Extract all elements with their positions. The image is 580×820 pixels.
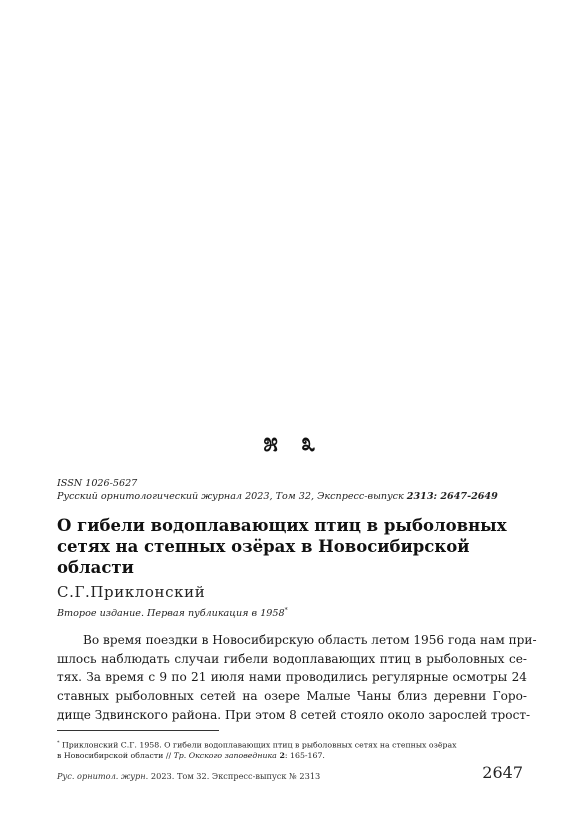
footnote-line-1	[57, 738, 527, 751]
footer-details: 2023. Том 32. Экспресс-выпуск № 2313	[148, 771, 321, 781]
section-ornament	[0, 428, 580, 459]
edition-note-text: Второе издание. Первая публикация в 1958	[57, 608, 285, 620]
body-line: ставных рыболовных сетей на озере Малые Чаны близ деревни Горо-	[57, 689, 527, 704]
journal-citation	[57, 490, 498, 503]
footnote-divider	[57, 730, 219, 731]
body-line: Во время поездки в Новосибирскую область летом 1956 года нам при-	[83, 633, 537, 647]
footnote	[57, 738, 527, 762]
footnote-marker: *	[57, 740, 60, 746]
page-number: 2647	[482, 763, 523, 782]
article-author: С.Г.Приклонский	[57, 583, 206, 601]
body-line: дище Здвинского района. При этом 8 сетей стояло около зарослей трост-	[57, 707, 531, 722]
ornament-right-icon: ೩	[301, 428, 317, 458]
footnote-line-2	[57, 751, 527, 762]
journal-pages: : 2647-2649	[433, 491, 498, 502]
footnote-text: в Новосибирской области //	[57, 751, 174, 761]
footnote-marker: *	[284, 607, 288, 614]
ornament-left-icon: ೫	[263, 428, 279, 458]
issn: ISSN 1026-5627	[57, 478, 138, 489]
journal-abbreviation: Рус. орнитол. журн.	[57, 771, 149, 781]
footnote-text: Приклонский С.Г. 1958. О гибели водоплавающих птиц в рыболовных сетях на степных озёрах	[59, 740, 457, 750]
footnote-volume: 2	[276, 751, 285, 761]
footnote-pages: : 165-167.	[284, 751, 325, 761]
article-body	[57, 631, 537, 725]
footnote-source: Тр. Окского заповедника	[173, 751, 277, 761]
journal-citation-text: Русский орнитологический журнал 2023, Том 32, Экспресс-выпуск	[57, 491, 407, 502]
running-footer	[57, 771, 320, 782]
article-title: О гибели водоплавающих птиц в рыболовных сетях на степных озёрах в Новосибирской области	[57, 516, 507, 577]
journal-issue-number: 2313	[406, 491, 434, 502]
edition-note	[57, 604, 288, 620]
body-line: шлось наблюдать случаи гибели водоплавающих птиц в рыболовных се-	[57, 651, 527, 666]
body-line: тях. За время с 9 по 21 июля нами проводились регулярные осмотры 24	[57, 670, 527, 685]
